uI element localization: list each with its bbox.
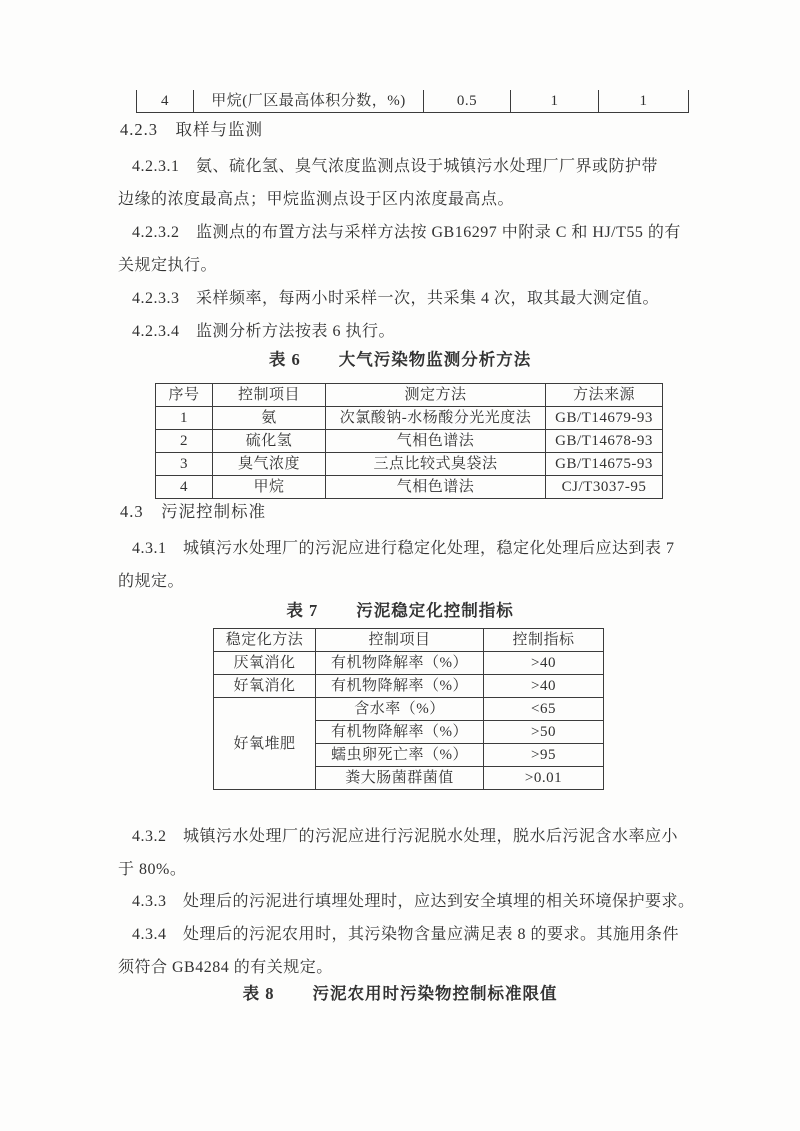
table7-caption <box>0 597 800 621</box>
table-cell: >50 <box>484 721 604 744</box>
table-cell: 气相色谱法 <box>326 430 546 453</box>
table-header-cell: 控制项目 <box>316 629 484 652</box>
table-header-cell: 稳定化方法 <box>214 629 316 652</box>
table7-caption-title: 污泥稳定化控制指标 <box>356 601 514 620</box>
table-row <box>214 652 604 675</box>
table-cell: >40 <box>484 652 604 675</box>
table-header-cell: 控制项目 <box>213 384 326 407</box>
clause-line: 关规定执行。 <box>118 257 218 274</box>
table-row <box>156 430 663 453</box>
table7-caption-label: 表 7 <box>286 601 319 620</box>
section-heading-4-2-3: 4.2.3 取样与监测 <box>120 120 263 139</box>
table-cell: 含水率（%） <box>316 698 484 721</box>
table-cell: 2 <box>156 430 213 453</box>
table-cell: GB/T14679-93 <box>546 407 663 430</box>
table-cell: 有机物降解率（%） <box>316 721 484 744</box>
table6-caption-label: 表 6 <box>268 350 301 369</box>
table6-caption <box>0 346 800 370</box>
table-row <box>156 476 663 499</box>
clause-line: 的规定。 <box>118 573 185 590</box>
clause-line: 须符合 GB4284 的有关规定。 <box>118 959 333 976</box>
table6 <box>155 383 663 499</box>
table-cell-merged-method: 好氧堆肥 <box>214 698 316 790</box>
table-cell: 粪大肠菌群菌值 <box>316 767 484 790</box>
table-cell: >40 <box>484 675 604 698</box>
table-cell: 3 <box>156 453 213 476</box>
clause-line: 4.3.4 处理后的污泥农用时，其污染物含量应满足表 8 的要求。其施用条件 <box>132 926 680 943</box>
table-cell: 三点比较式臭袋法 <box>326 453 546 476</box>
table-cell: 厌氧消化 <box>214 652 316 675</box>
table-cell: GB/T14678-93 <box>546 430 663 453</box>
table-cell: 4 <box>137 90 194 113</box>
table-row <box>214 675 604 698</box>
table-cell: 4 <box>156 476 213 499</box>
clause-line: 4.3.2 城镇污水处理厂的污泥应进行污泥脱水处理，脱水后污泥含水率应小 <box>132 828 679 845</box>
table-cell: 蠕虫卵死亡率（%） <box>316 744 484 767</box>
table-row <box>137 90 689 113</box>
table-cell: 1 <box>156 407 213 430</box>
table8-caption-title: 污泥农用时污染物控制标准限值 <box>312 984 558 1003</box>
table7 <box>213 628 604 790</box>
clause-line: 于 80%。 <box>118 861 187 878</box>
clause-4-2-3-4 <box>118 315 698 348</box>
table-cell: 次氯酸钠-水杨酸分光光度法 <box>326 407 546 430</box>
table-cell: GB/T14675-93 <box>546 453 663 476</box>
table-cell: 1 <box>599 90 689 113</box>
table-row <box>156 407 663 430</box>
table-row <box>214 698 604 721</box>
table-header-cell: 测定方法 <box>326 384 546 407</box>
table-cell: 好氧消化 <box>214 675 316 698</box>
clause-line: 4.2.3.1 氨、硫化氢、臭气浓度监测点设于城镇污水处理厂厂界或防护带 <box>132 158 659 175</box>
table8-caption-label: 表 8 <box>242 984 275 1003</box>
table-cell: 氨 <box>213 407 326 430</box>
clause-line: 边缘的浓度最高点；甲烷监测点设于区内浓度最高点。 <box>118 191 515 208</box>
table-cell: 硫化氢 <box>213 430 326 453</box>
table-header-cell: 序号 <box>156 384 213 407</box>
table-cell: 有机物降解率（%） <box>316 652 484 675</box>
table-header-cell: 方法来源 <box>546 384 663 407</box>
clause-line: 4.3.3 处理后的污泥进行填埋处理时，应达到安全填埋的相关环境保护要求。 <box>132 893 695 910</box>
table-cell: 有机物降解率（%） <box>316 675 484 698</box>
table-cell: >95 <box>484 744 604 767</box>
clause-4-2-3-1 <box>118 150 698 216</box>
top-table-fragment <box>136 90 689 113</box>
table-cell: <65 <box>484 698 604 721</box>
table-cell: 1 <box>511 90 599 113</box>
clause-line: 4.2.3.3 采样频率，每两小时采样一次，共采集 4 次，取其最大测定值。 <box>132 290 660 307</box>
table-header-cell: 控制指标 <box>484 629 604 652</box>
section-heading-4-3: 4.3 污泥控制标准 <box>120 502 267 521</box>
clause-line: 4.2.3.2 监测点的布置方法与采样方法按 GB16297 中附录 C 和 HJ/T55 的有 <box>132 224 681 241</box>
clause-line: 4.2.3.4 监测分析方法按表 6 执行。 <box>132 323 396 340</box>
clause-4-3-2 <box>118 820 698 886</box>
table-cell: CJ/T3037-95 <box>546 476 663 499</box>
clause-4-2-3-3 <box>118 282 698 315</box>
table-cell: 甲烷(厂区最高体积分数，%) <box>194 90 424 113</box>
table-cell: 甲烷 <box>213 476 326 499</box>
table-cell: 气相色谱法 <box>326 476 546 499</box>
clause-4-2-3-2 <box>118 216 698 282</box>
table-cell: 臭气浓度 <box>213 453 326 476</box>
clause-4-3-3 <box>118 885 698 918</box>
clause-4-3-1 <box>118 532 698 598</box>
clause-4-3-4 <box>118 918 698 984</box>
table-cell: >0.01 <box>484 767 604 790</box>
table7-header-row <box>214 629 604 652</box>
table-row <box>156 453 663 476</box>
table-cell: 0.5 <box>424 90 511 113</box>
table6-header-row <box>156 384 663 407</box>
table8-caption <box>0 980 800 1004</box>
table6-caption-title: 大气污染物监测分析方法 <box>338 350 532 369</box>
clause-line: 4.3.1 城镇污水处理厂的污泥应进行稳定化处理，稳定化处理后应达到表 7 <box>132 540 675 557</box>
